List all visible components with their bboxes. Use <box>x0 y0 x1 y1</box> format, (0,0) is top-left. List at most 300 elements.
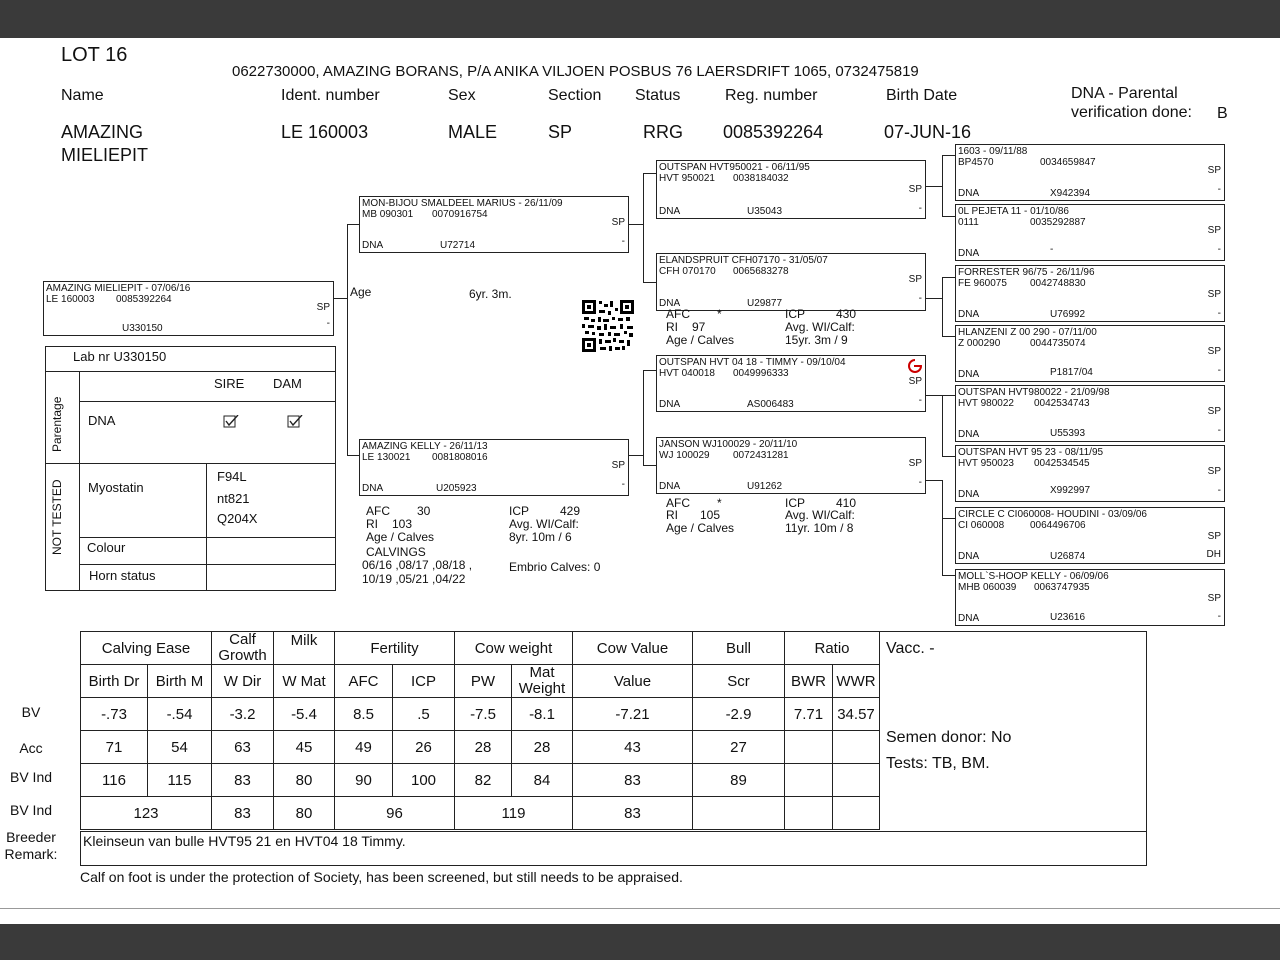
header-ident: Ident. number <box>281 87 380 104</box>
grandparent-box-4 <box>656 437 926 494</box>
bvind-icp: 100 <box>393 764 455 797</box>
horn-status-label: Horn status <box>89 568 156 583</box>
dam-afc-label: AFC <box>366 504 390 518</box>
connector <box>942 277 955 278</box>
bvind-cow-value: 83 <box>573 797 693 830</box>
ggp5-id: HVT 980022 <box>958 398 1014 409</box>
ggp7-dna: U26874 <box>1050 551 1086 562</box>
acc-w-dir: 63 <box>212 731 274 764</box>
ggp4-dna: P1817/04 <box>1050 367 1093 378</box>
dam-dash: - <box>621 479 625 490</box>
gp4-section: SP <box>908 458 922 469</box>
animal-dna-ver: B <box>1217 105 1228 122</box>
ggp6-dna-label: DNA <box>958 489 980 500</box>
group-fertility: Fertility <box>335 632 455 665</box>
ggp1-reg: 0034659847 <box>1040 157 1096 168</box>
bvind-birth-m: 115 <box>148 764 212 797</box>
great-grandparent-box-5 <box>955 385 1225 442</box>
gp3-dna: AS006483 <box>747 399 794 410</box>
sire-id: MB 090301 <box>362 209 414 220</box>
gp4-dna-label: DNA <box>659 481 681 492</box>
great-grandparent-box-1 <box>955 144 1225 201</box>
ggp3-section: SP <box>1207 289 1221 300</box>
ggp6-dash: - <box>1217 485 1221 496</box>
gp4-afc: * <box>717 496 722 510</box>
header-name: Name <box>61 87 104 104</box>
dam-calvings-1: 06/16 ,08/17 ,08/18 , <box>362 558 473 572</box>
bvind-calving-ease: 123 <box>81 797 212 830</box>
bvind-calf-growth: 83 <box>212 797 274 830</box>
ggp3-title: FORRESTER 96/75 - 26/11/96 <box>958 267 1095 278</box>
bvind-afc: 90 <box>335 764 393 797</box>
gp1-dna-label: DNA <box>659 206 681 217</box>
ggp6-dna: X992997 <box>1050 485 1091 496</box>
ggp4-dash: - <box>1217 365 1221 376</box>
ggp8-dash: - <box>1217 611 1221 622</box>
dam-icp-label: ICP <box>509 504 530 518</box>
grid-line <box>79 371 80 590</box>
group-milk: Milk <box>274 632 335 665</box>
acc-bwr <box>785 731 833 764</box>
semen-donor: Semen donor: No <box>886 729 1012 746</box>
bvind-mat-weight: 84 <box>512 764 573 797</box>
connector <box>926 298 942 299</box>
gp4-age-calves: 11yr. 10m / 8 <box>785 521 854 535</box>
calf-growth-line-1: Calf <box>229 631 256 648</box>
connector <box>334 298 348 299</box>
connector <box>942 395 955 396</box>
myostatin-q204x: Q204X <box>217 511 258 526</box>
ggp3-id: FE 960075 <box>958 278 1007 289</box>
dam-age-calves-label: Age / Calves <box>366 530 435 544</box>
great-grandparent-box-8 <box>955 569 1225 626</box>
bvind-w-mat: 80 <box>274 764 335 797</box>
connector <box>926 186 942 187</box>
grandparent-box-1 <box>656 160 926 219</box>
ggp1-dash: - <box>1217 184 1221 195</box>
connector <box>347 224 359 225</box>
ggp2-dna-label: DNA <box>958 248 980 259</box>
grid-line <box>79 564 335 565</box>
header-reg: Reg. number <box>725 87 818 104</box>
footer-note: Calf on foot is under the protection of Society, has been screened, but still needs to be appraised. <box>80 869 683 885</box>
parentage-label: Parentage <box>50 396 64 452</box>
gp4-afc-label: AFC <box>666 496 690 510</box>
connector <box>347 224 348 456</box>
dam-dna-check-icon <box>287 415 303 429</box>
bvind-bull <box>693 797 785 830</box>
dam-calvings-2: 10/19 ,05/21 ,04/22 <box>362 572 466 586</box>
ggp2-section: SP <box>1207 225 1221 236</box>
grandparent-box-3 <box>656 355 926 412</box>
top-bar <box>0 0 1280 38</box>
breeder-remark: Kleinseun van bulle HVT95 21 en HVT04 18 Timmy. <box>83 833 406 849</box>
bvind-pw: 82 <box>455 764 512 797</box>
col-birth-dr: Birth Dr <box>81 665 148 698</box>
gp2-age-calves-label: Age / Calves <box>666 333 735 347</box>
ggp5-dna: U55393 <box>1050 428 1086 439</box>
myostatin-f94l: F94L <box>217 469 247 484</box>
bottom-bar <box>0 924 1280 960</box>
ggp6-id: HVT 950023 <box>958 458 1014 469</box>
gp1-dna: U35043 <box>747 206 783 217</box>
grid-line <box>46 371 335 372</box>
connector <box>942 518 955 519</box>
gp2-dna-label: DNA <box>659 298 681 309</box>
ggp2-dash: - <box>1217 244 1221 255</box>
group-ratio: Ratio <box>785 632 880 665</box>
gp2-dna: U29877 <box>747 298 783 309</box>
ggp8-section: SP <box>1207 593 1221 604</box>
great-grandparent-box-7 <box>955 507 1225 564</box>
sire-reg: 0070916754 <box>432 209 488 220</box>
gp3-title: OUTSPAN HVT 04 18 - TIMMY - 09/10/04 <box>659 357 846 368</box>
col-w-mat: W Mat <box>274 665 335 698</box>
gp2-wi-label: Avg. WI/Calf: <box>785 320 855 334</box>
animal-reg: 0085392264 <box>723 122 824 142</box>
ggp7-section: SP <box>1207 531 1221 542</box>
sire-dna-label: DNA <box>362 240 384 251</box>
vacc-label: Vacc. - <box>886 640 935 657</box>
bvind-value: 83 <box>573 764 693 797</box>
great-grandparent-box-4 <box>955 325 1225 382</box>
header-section: Section <box>548 87 602 104</box>
dam-dna: U205923 <box>436 483 477 494</box>
bv-pw: -7.5 <box>455 698 512 731</box>
bv-value: -7.21 <box>573 698 693 731</box>
ggp2-reg: 0035292887 <box>1030 217 1086 228</box>
sire-dna-check-icon <box>223 415 239 429</box>
col-icp: ICP <box>393 665 455 698</box>
col-birth-m: Birth M <box>148 665 212 698</box>
ggp1-dna-label: DNA <box>958 188 980 199</box>
ggp5-title: OUTSPAN HVT980022 - 21/09/98 <box>958 387 1110 398</box>
bv-w-mat: -5.4 <box>274 698 335 731</box>
subject-reg: 0085392264 <box>116 294 172 305</box>
breeder-label: Breeder <box>6 829 56 845</box>
ggp8-dna: U23616 <box>1050 612 1086 623</box>
col-wwr: WWR <box>833 665 880 698</box>
ggp2-title: 0L PEJETA 11 - 01/10/86 <box>958 206 1069 217</box>
connector <box>347 455 359 456</box>
society-logo-icon <box>908 359 922 373</box>
acc-icp: 26 <box>393 731 455 764</box>
dam-id: LE 130021 <box>362 452 411 463</box>
gp2-icp: 430 <box>836 307 857 321</box>
ggp5-reg: 0042534743 <box>1034 398 1090 409</box>
ggp5-dna-label: DNA <box>958 429 980 440</box>
connector <box>942 277 943 337</box>
ggp1-title: 1603 - 09/11/88 <box>958 146 1028 157</box>
bv-afc: 8.5 <box>335 698 393 731</box>
ggp5-section: SP <box>1207 406 1221 417</box>
dam-reg: 0081808016 <box>432 452 488 463</box>
grid-line <box>206 463 207 590</box>
header-dna-ver2: verification done: <box>1071 104 1192 121</box>
bvind-group-row <box>81 797 880 830</box>
gp2-performance <box>662 308 922 348</box>
subject-id: LE 160003 <box>46 294 95 305</box>
header-status: Status <box>635 87 681 104</box>
connector <box>942 456 955 457</box>
dam-age-calves: 8yr. 10m / 6 <box>509 530 572 544</box>
col-value: Value <box>573 665 693 698</box>
subject-section: SP <box>316 302 330 313</box>
ggp6-reg: 0042534545 <box>1034 458 1090 469</box>
acc-pw: 28 <box>455 731 512 764</box>
age-label: Age <box>350 285 372 299</box>
bvind-bwr <box>785 764 833 797</box>
dam-ri-label: RI <box>366 517 378 531</box>
ggp8-reg: 0063747935 <box>1034 582 1090 593</box>
tests: Tests: TB, BM. <box>886 755 990 772</box>
connector <box>942 155 955 156</box>
gp3-dna-label: DNA <box>659 399 681 410</box>
myostatin-label: Myostatin <box>88 480 144 495</box>
bv-scr: -2.9 <box>693 698 785 731</box>
row-label-acc: Acc <box>19 740 43 756</box>
grid-line <box>79 401 335 402</box>
bvind-fertility: 96 <box>335 797 455 830</box>
bvind-milk: 80 <box>274 797 335 830</box>
ggp2-dna: - <box>1050 244 1054 255</box>
bv-row <box>81 698 880 731</box>
row-label-bvind: BV Ind <box>9 769 53 785</box>
gp2-icp-label: ICP <box>785 307 806 321</box>
connector <box>643 282 656 283</box>
gp4-icp-label: ICP <box>785 496 806 510</box>
gp4-ri-label: RI <box>666 508 678 522</box>
dam-afc: 30 <box>417 504 431 518</box>
gp1-section: SP <box>908 184 922 195</box>
bvind-row <box>81 764 880 797</box>
group-cow-weight: Cow weight <box>455 632 573 665</box>
calf-growth-line-2: Growth <box>218 647 267 664</box>
connector <box>926 480 942 481</box>
ggp4-title: HLANZENI Z 00 290 - 07/11/00 <box>958 327 1097 338</box>
grandparent-box-2 <box>656 253 926 311</box>
acc-birth-dr: 71 <box>81 731 148 764</box>
gp3-reg: 0049996333 <box>733 368 789 379</box>
sire-dash: - <box>621 236 625 247</box>
gp1-title: OUTSPAN HVT950021 - 06/11/95 <box>659 162 810 173</box>
connector <box>926 395 942 396</box>
gp1-dash: - <box>918 203 922 214</box>
lab-results-grid <box>45 346 336 591</box>
gp4-dash: - <box>918 477 922 488</box>
connector <box>629 455 643 456</box>
group-calf-growth <box>212 632 274 665</box>
dam-performance <box>362 505 632 590</box>
bvind-w-dir: 83 <box>212 764 274 797</box>
group-bull: Bull <box>693 632 785 665</box>
header-sex: Sex <box>448 87 476 104</box>
col-pw: PW <box>455 665 512 698</box>
bv-bwr: 7.71 <box>785 698 833 731</box>
gp4-age-calves-label: Age / Calves <box>666 521 735 535</box>
dam-box <box>359 439 629 496</box>
gp4-wi-label: Avg. WI/Calf: <box>785 508 855 522</box>
lot-number: LOT 16 <box>61 44 128 66</box>
subject-dash: - <box>326 318 330 329</box>
bvind-cow-weight: 119 <box>455 797 573 830</box>
acc-value: 43 <box>573 731 693 764</box>
connector <box>643 173 644 283</box>
myostatin-nt821: nt821 <box>217 491 250 506</box>
sire-dna: U72714 <box>440 240 476 251</box>
ggp6-title: OUTSPAN HVT 95 23 - 08/11/95 <box>958 447 1104 458</box>
acc-afc: 49 <box>335 731 393 764</box>
bvind-birth-dr: 116 <box>81 764 148 797</box>
acc-birth-m: 54 <box>148 731 212 764</box>
bv-mat-weight: -8.1 <box>512 698 573 731</box>
subject-title: AMAZING MIELIEPIT - 07/06/16 <box>46 283 191 294</box>
col-scr: Scr <box>693 665 785 698</box>
ggp8-id: MHB 060039 <box>958 582 1017 593</box>
dam-section: SP <box>611 460 625 471</box>
gp1-reg: 0038184032 <box>733 173 789 184</box>
dam-ri: 103 <box>392 517 413 531</box>
ggp3-dna: U76992 <box>1050 309 1086 320</box>
acc-mat-weight: 28 <box>512 731 573 764</box>
vaccination-panel <box>878 631 1147 832</box>
ggp4-section: SP <box>1207 346 1221 357</box>
sire-col-label: SIRE <box>214 376 245 391</box>
qr-code-icon <box>582 300 634 352</box>
ggp4-reg: 0044735074 <box>1030 338 1086 349</box>
grid-line <box>79 537 335 538</box>
animal-status: RRG <box>643 122 683 142</box>
ggp1-id: BP4570 <box>958 157 994 168</box>
row-label-bvind-2: BV Ind <box>9 802 53 818</box>
ggp4-id: Z 000290 <box>958 338 1001 349</box>
dam-dna-label: DNA <box>362 483 384 494</box>
gp4-title: JANSON WJ100029 - 20/11/10 <box>659 439 798 450</box>
gp2-section: SP <box>908 274 922 285</box>
acc-w-mat: 45 <box>274 731 335 764</box>
colour-label: Colour <box>87 540 126 555</box>
dam-embrio: Embrio Calves: 0 <box>509 560 601 574</box>
animal-section: SP <box>548 122 573 142</box>
gp2-age-calves: 15yr. 3m / 9 <box>785 333 848 347</box>
header-dna-ver: DNA - Parental <box>1071 85 1178 102</box>
great-grandparent-box-3 <box>955 265 1225 322</box>
group-calving-ease: Calving Ease <box>81 632 212 665</box>
bv-birth-dr: -.73 <box>81 698 148 731</box>
subject-box <box>43 281 334 336</box>
ggp7-reg: 0064496706 <box>1030 520 1086 531</box>
ggp5-dash: - <box>1217 425 1221 436</box>
bv-wwr: 34.57 <box>833 698 880 731</box>
acc-row <box>81 731 880 764</box>
gp4-ri: 105 <box>700 508 721 522</box>
ggp7-title: CIRCLE C CI060008- HOUDINI - 03/09/06 <box>958 509 1147 520</box>
not-tested-label: NOT TESTED <box>50 479 64 555</box>
col-afc: AFC <box>335 665 393 698</box>
connector <box>643 173 656 174</box>
ggp8-title: MOLL`S-HOOP KELLY - 06/09/06 <box>958 571 1109 582</box>
breeding-values-table <box>80 631 880 830</box>
connector <box>942 395 943 457</box>
bvind-bwr-empty <box>785 797 833 830</box>
gp2-reg: 0065683278 <box>733 266 789 277</box>
sire-title: MON-BIJOU SMALDEEL MARIUS - 26/11/09 <box>362 198 563 209</box>
lab-number: Lab nr U330150 <box>73 349 167 364</box>
great-grandparent-box-2 <box>955 204 1225 261</box>
gp4-id: WJ 100029 <box>659 450 710 461</box>
gp2-ri-label: RI <box>666 320 678 334</box>
gp2-id: CFH 070170 <box>659 266 716 277</box>
great-grandparent-box-6 <box>955 445 1225 502</box>
dna-row-label: DNA <box>88 413 116 428</box>
bvind-wwr-empty <box>833 797 880 830</box>
gp1-id: HVT 950021 <box>659 173 715 184</box>
gp4-reg: 0072431281 <box>733 450 789 461</box>
animal-sex: MALE <box>448 122 498 142</box>
gp3-dash: - <box>918 395 922 406</box>
ggp4-dna-label: DNA <box>958 369 980 380</box>
animal-name-2: MIELIEPIT <box>61 145 149 165</box>
gp2-afc: * <box>717 307 722 321</box>
grid-line <box>46 463 335 464</box>
animal-name-1: AMAZING <box>61 122 144 142</box>
gp4-performance <box>662 497 922 537</box>
acc-wwr <box>833 731 880 764</box>
col-bwr: BWR <box>785 665 833 698</box>
breeder-line: 0622730000, AMAZING BORANS, P/A ANIKA VILJOEN POSBUS 76 LAERSDRIFT 1065, 0732475819 <box>232 63 919 80</box>
age-value: 6yr. 3m. <box>469 287 512 301</box>
col-w-dir: W Dir <box>212 665 274 698</box>
sire-section: SP <box>611 217 625 228</box>
gp3-id: HVT 040018 <box>659 368 715 379</box>
connector <box>942 336 955 337</box>
gp4-icp: 410 <box>836 496 857 510</box>
connector <box>942 480 943 576</box>
connector <box>629 224 643 225</box>
ggp7-id: CI 060008 <box>958 520 1005 531</box>
connector <box>643 465 656 466</box>
dam-calvings-label: CALVINGS <box>366 545 426 559</box>
ggp3-dash: - <box>1217 308 1221 319</box>
acc-scr: 27 <box>693 731 785 764</box>
col-mat-weight <box>512 665 573 698</box>
dam-icp: 429 <box>560 504 581 518</box>
group-cow-value: Cow Value <box>573 632 693 665</box>
gp2-ri: 97 <box>692 320 706 334</box>
animal-ident: LE 160003 <box>281 122 369 142</box>
bv-w-dir: -3.2 <box>212 698 274 731</box>
gp2-afc-label: AFC <box>666 307 690 321</box>
connector <box>643 370 644 466</box>
ggp7-dash: DH <box>1206 549 1221 560</box>
ggp8-dna-label: DNA <box>958 613 980 624</box>
mat-weight-line-1: Mat <box>529 664 555 681</box>
row-label-bv: BV <box>21 704 41 720</box>
mat-weight-line-2: Weight <box>518 680 566 697</box>
ggp3-reg: 0042748830 <box>1030 278 1086 289</box>
subject-dna: U330150 <box>122 323 163 334</box>
breeder-remark-box <box>80 831 1147 866</box>
connector <box>942 155 943 217</box>
ggp3-dna-label: DNA <box>958 309 980 320</box>
ggp6-section: SP <box>1207 466 1221 477</box>
remark-label: Remark: <box>4 846 58 862</box>
dam-wi-label: Avg. WI/Calf: <box>509 517 579 531</box>
bvind-wwr <box>833 764 880 797</box>
connector <box>643 370 656 371</box>
divider <box>0 908 1280 909</box>
bvind-scr: 89 <box>693 764 785 797</box>
